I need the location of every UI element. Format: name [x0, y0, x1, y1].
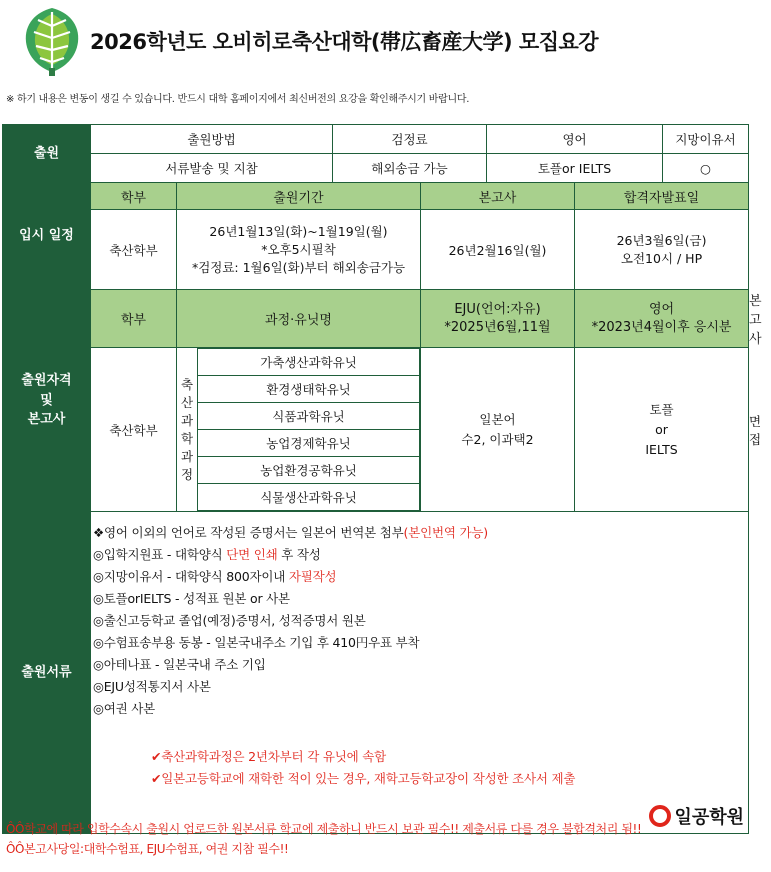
sched-header-result: 합격자발표일 — [575, 183, 749, 210]
doc-note: ✔축산과학과정은 2년차부터 각 유닛에 속함 — [151, 749, 386, 764]
unit-item: 농업환경공학유닛 — [198, 457, 420, 484]
eju-header-line: EJU(언어:자유) — [454, 301, 541, 317]
unit-item: 환경생태학유닛 — [198, 376, 420, 403]
doc-item-highlight: 단면 인쇄 — [226, 547, 278, 562]
course-label-char: 정 — [180, 466, 194, 482]
sched-header-dept: 학부 — [91, 183, 177, 210]
section-schedule: 입시 일정 — [3, 183, 91, 290]
sched-period — [177, 210, 421, 290]
doc-item-text: 후 작성 — [277, 547, 321, 562]
doc-item-text: ◎지망이유서 - 대학양식 800자이내 — [93, 569, 289, 584]
eju-line: 일본어 — [479, 411, 516, 427]
university-logo-icon — [22, 6, 82, 78]
app-value-fee: 해외송금 가능 — [333, 154, 487, 183]
sched-exam-date: 26년2월16일(월) — [421, 210, 575, 290]
page-title: 2026학년도 오비히로축산대학(帯広畜産大学) 모집요강 — [90, 30, 599, 54]
sched-period-line: *오후5시필착 — [261, 241, 336, 257]
unit-item: 농업경제학유닛 — [198, 430, 420, 457]
sched-result-line: 26년3월6일(금) — [616, 232, 707, 248]
doc-note: ✔일본고등학교에 재학한 적이 있는 경우, 재학고등학교장이 작성한 조사서 제출 — [151, 771, 576, 786]
eju-line: 수2, 이과택2 — [461, 431, 534, 447]
elig-english — [575, 348, 749, 512]
app-value-method: 서류발송 및 지참 — [91, 154, 333, 183]
app-header-motivation: 지망이유서 — [663, 125, 749, 154]
sched-dept: 축산학부 — [91, 210, 177, 290]
footer-warning-1: ÔÔ학교에 따라 입학수속시 출원시 업로드한 원본서류 학교에 제출하니 반드시 보관 필수!! 제출서류 다를 경우 불합격처리 됨!! — [6, 822, 642, 836]
eju-header-line: *2025년6월,11월 — [444, 319, 551, 335]
unit-item: 식물생산과학유닛 — [198, 484, 420, 511]
brand-circle-icon — [649, 805, 671, 827]
academy-logo — [649, 803, 744, 829]
doc-item: ◎출신고등학교 졸업(예정)증명서, 성적증명서 원본 — [93, 613, 366, 628]
sched-period-line: 26년1월13일(화)~1월19일(월) — [209, 223, 388, 239]
elig-header-course: 과정·유닛명 — [177, 290, 421, 348]
doc-intro-text: ❖영어 이외의 언어로 작성된 증명서는 일본어 번역본 첨부 — [93, 525, 404, 540]
course-label-char: 과 — [180, 412, 194, 428]
app-header-english: 영어 — [487, 125, 663, 154]
brand-name: 일공학원 — [674, 807, 745, 828]
sched-period-line: *검정료: 1월6일(화)부터 해외송금가능 — [191, 259, 406, 275]
section-documents: 출원서류 — [3, 512, 91, 834]
elig-eju — [421, 348, 575, 512]
app-value-english: 토플or IELTS — [487, 154, 663, 183]
doc-item-text: ◎입학지원표 - 대학양식 — [93, 547, 227, 562]
doc-intro-note: (본인번역 가능) — [403, 525, 488, 540]
app-header-fee: 검정료 — [333, 125, 487, 154]
doc-item — [93, 544, 748, 566]
page-header — [0, 0, 771, 88]
app-header-method: 출원방법 — [91, 125, 333, 154]
course-label-char: 학 — [180, 430, 194, 446]
unit-item: 가축생산과학유닛 — [198, 349, 420, 376]
elig-header-dept: 학부 — [91, 290, 177, 348]
sched-header-period: 출원기간 — [177, 183, 421, 210]
elig-label-line: 및 — [40, 392, 53, 408]
sched-header-exam: 본고사 — [421, 183, 575, 210]
doc-item-highlight: 자필작성 — [288, 569, 337, 584]
sched-result — [575, 210, 749, 290]
admission-table: 출원 출원방법 검정료 영어 지망이유서 서류발송 및 지참 해외송금 가능 토플or IELTS ○ 입시 일정 학부 출원기간 본고사 합격자발표일 축산학부 26년1월13일(화)~1월19일(월) *오후5시필착 *검정료: 1월6일(화)부터 해외송금가능 26년2월16일(월) 26년3월6일(금) 오전10시 / HP 출원자격 및 본고사 학부 과정·유닛명 EJU(언어:자유) *2025년6월,11월 영어 *2023년4월이후 응시분 본고사 축산학부 축 산 과 학 과 정 가축생산과학유닛 환경생태학유닛 식품과학유닛 농업경제학유닛 농업환경공학유닛 식물생산과학유닛 일본어 수2, 이과택2 토플 or IELTS 면접 출원서류 ❖영어 이외의 언어로 작성된 증명서는 일본어 번역본 첨부(본인번역 가능) ◎입학지원표 - 대학양식 단면 인쇄 후 작성 ◎지망이유서 - 대학양식 800자이내 자필작성 ◎토플orIELTS - 성적표 원본 or 사본 ◎출신고등학교 졸업(예정)증명서, 성적증명서 원본 ◎수험표송부용 동봉 - 일본국내주소 기입 후 410円우표 부착 ◎아테나표 - 일본국내 주소 기입 ◎EJU성적통지서 사본 ◎여권 사본 ✔축산과학과정은 2년차부터 각 유닛에 속함 ✔일본고등학교에 재학한 적이 있는 경우, 재학고등학교장이 작성한 조사서 제출 일공학원 — [2, 124, 749, 834]
unit-item: 식품과학유닛 — [198, 403, 420, 430]
sched-result-line: 오전10시 / HP — [620, 250, 703, 266]
elig-label-line: 출원자격 — [21, 373, 72, 389]
footer-warning-2: ÔÔ본고사당일:대학수험표, EJU수험표, 여권 지참 필수!! — [6, 842, 289, 856]
course-label-char: 축 — [180, 376, 194, 392]
elig-label-line: 본고사 — [27, 412, 66, 428]
english-line: IELTS — [645, 441, 678, 457]
app-value-motivation: ○ — [663, 154, 749, 183]
english-line: or — [655, 421, 668, 437]
elig-dept: 축산학부 — [91, 348, 177, 512]
doc-item: ◎EJU성적통지서 사본 — [93, 679, 211, 694]
doc-item: ◎수험표송부용 동봉 - 일본국내주소 기입 후 410円우표 부착 — [93, 635, 420, 650]
unit-list — [198, 348, 421, 512]
doc-item: ◎여권 사본 — [93, 701, 155, 716]
course-name-vertical — [177, 348, 198, 512]
english-header-line: *2023년4월이후 응시분 — [591, 319, 732, 335]
doc-item: ◎아테나표 - 일본국내 주소 기입 — [93, 657, 266, 672]
course-label-char: 과 — [180, 448, 194, 464]
english-line: 토플 — [649, 401, 674, 417]
elig-header-eju — [421, 290, 575, 348]
course-label-char: 산 — [180, 394, 194, 410]
documents-content — [91, 512, 749, 834]
unit-table — [198, 348, 420, 511]
notice-text: ※ 하기 내용은 변동이 생길 수 있습니다. 반드시 대학 홈페이지에서 최신버전의 요강을 확인해주시기 바랍니다. — [6, 94, 470, 105]
elig-header-english — [575, 290, 749, 348]
english-header-line: 영어 — [648, 301, 675, 317]
doc-item — [93, 566, 748, 588]
doc-item: ◎토플orIELTS - 성적표 원본 or 사본 — [93, 591, 290, 606]
course-vertical-text — [177, 376, 197, 484]
section-application: 출원 — [3, 125, 91, 183]
section-eligibility — [3, 290, 91, 512]
doc-intro — [93, 522, 748, 544]
